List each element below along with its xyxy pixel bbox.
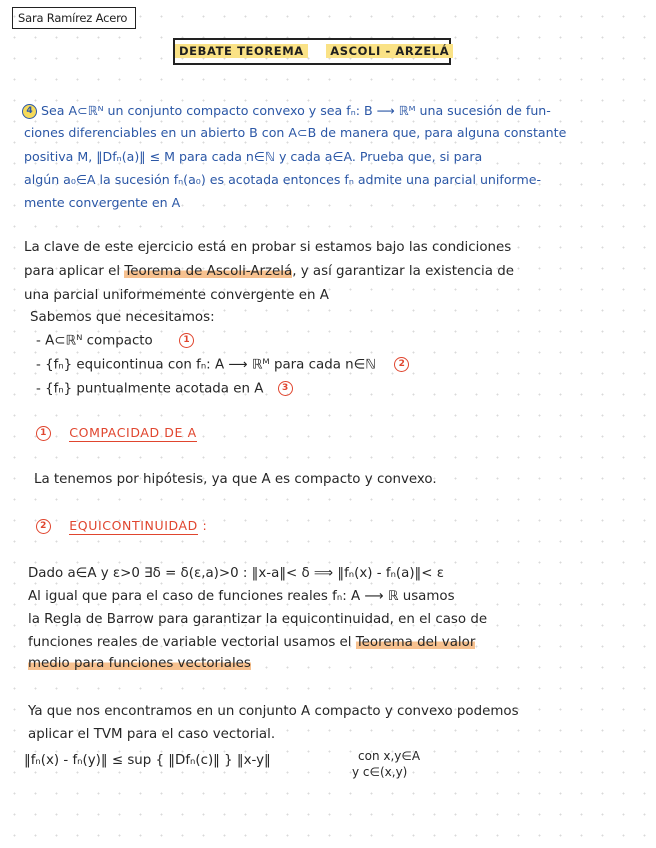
statement-number-badge: 4 [22,104,37,119]
equicontinuity-definition: Dado a∈A y ε>0 ∃δ = δ(ε,a)>0 : ‖x-a‖< δ ⟹ ‖fₙ(x) - fₙ(a)‖< ε [28,566,444,581]
section-number-badge: 2 [36,519,51,534]
condition-text: - A⊂ℝᴺ compacto [36,333,153,349]
statement-line-2: ciones diferenciables en un abierto B con A⊂B de manera que, para alguna constante [24,125,567,140]
intro-line-2 [24,264,514,279]
statement-line-3: positiva M, ‖Dfₙ(a)‖ ≤ M para cada n∈ℕ y cada a∈A. Prueba que, si para [24,149,483,164]
condition-item-3 [36,381,293,397]
ascoli-highlight: Teorema de Ascoli-Arzelá [124,264,293,279]
title-right: ASCOLI - ARZELÁ [326,44,453,58]
tvm-highlight-part1: Teorema del valor [355,635,476,650]
title-left: DEBATE TEOREMA [175,44,308,58]
condition-text: - {fₙ} puntualmente acotada en A [36,381,264,397]
section-title-colon: : [202,518,208,533]
section-number-badge: 1 [36,426,51,441]
equicontinuity-line-4 [28,635,475,650]
statement-line-5: mente convergente en A [24,195,181,210]
author-name-box [12,7,136,29]
document-title [173,38,451,65]
condition-number-badge: 3 [278,381,293,396]
tvm-inequality: ‖fₙ(x) - fₙ(y)‖ ≤ sup { ‖Dfₙ(c)‖ } ‖x-y‖ [24,753,271,768]
equicontinuity-line-6: Ya que nos encontramos en un conjunto A compacto y convexo podemos [28,704,519,719]
condition-number-badge: 1 [179,333,194,348]
tvm-highlight-part2: medio para funciones vectoriales [28,656,251,671]
intro-line-4: Sabemos que necesitamos: [30,310,215,325]
intro-line-1: La clave de este ejercicio está en probar si estamos bajo las condiciones [24,240,512,255]
section-title: COMPACIDAD DE A [69,425,197,440]
section-title: EQUICONTINUIDAD [69,518,198,533]
section-compacidad-heading [36,425,197,441]
statement-line-4: algún a₀∈A la sucesión fₙ(a₀) es acotada entonces fₙ admite una parcial uniforme- [24,172,542,187]
equicontinuity-line-2: Al igual que para el caso de funciones reales fₙ: A ⟶ ℝ usamos [28,589,455,604]
equicontinuity-line-3: la Regla de Barrow para garantizar la equicontinuidad, en el caso de [28,612,488,627]
section-compacidad-text: La tenemos por hipótesis, ya que A es compacto y convexo. [34,472,437,487]
author-name: Sara Ramírez Acero [18,11,128,25]
condition-item-2 [36,357,409,373]
tvm-condition-1: con x,y∈A [358,749,421,763]
section-equicontinuidad-heading [36,518,207,534]
tvm-condition-2: y c∈(x,y) [352,765,408,779]
intro-line-2-post: , y así garantizar la existencia de [292,264,514,279]
intro-line-2-pre: para aplicar el [24,264,121,279]
line-4-pre: funciones reales de variable vectorial usamos el [28,635,352,650]
condition-item-1 [36,333,194,349]
statement-line-1 [22,103,551,119]
statement-text: Sea A⊂ℝᴺ un conjunto compacto convexo y sea fₙ: B ⟶ ℝᴹ una sucesión de fun- [41,103,551,118]
intro-line-3: una parcial uniformemente convergente en A [24,288,329,303]
condition-text: - {fₙ} equicontinua con fₙ: A ⟶ ℝᴹ para cada n∈ℕ [36,357,377,373]
equicontinuity-line-7: aplicar el TVM para el caso vectorial. [28,727,276,742]
condition-number-badge: 2 [394,357,409,372]
equicontinuity-line-5 [28,656,251,671]
